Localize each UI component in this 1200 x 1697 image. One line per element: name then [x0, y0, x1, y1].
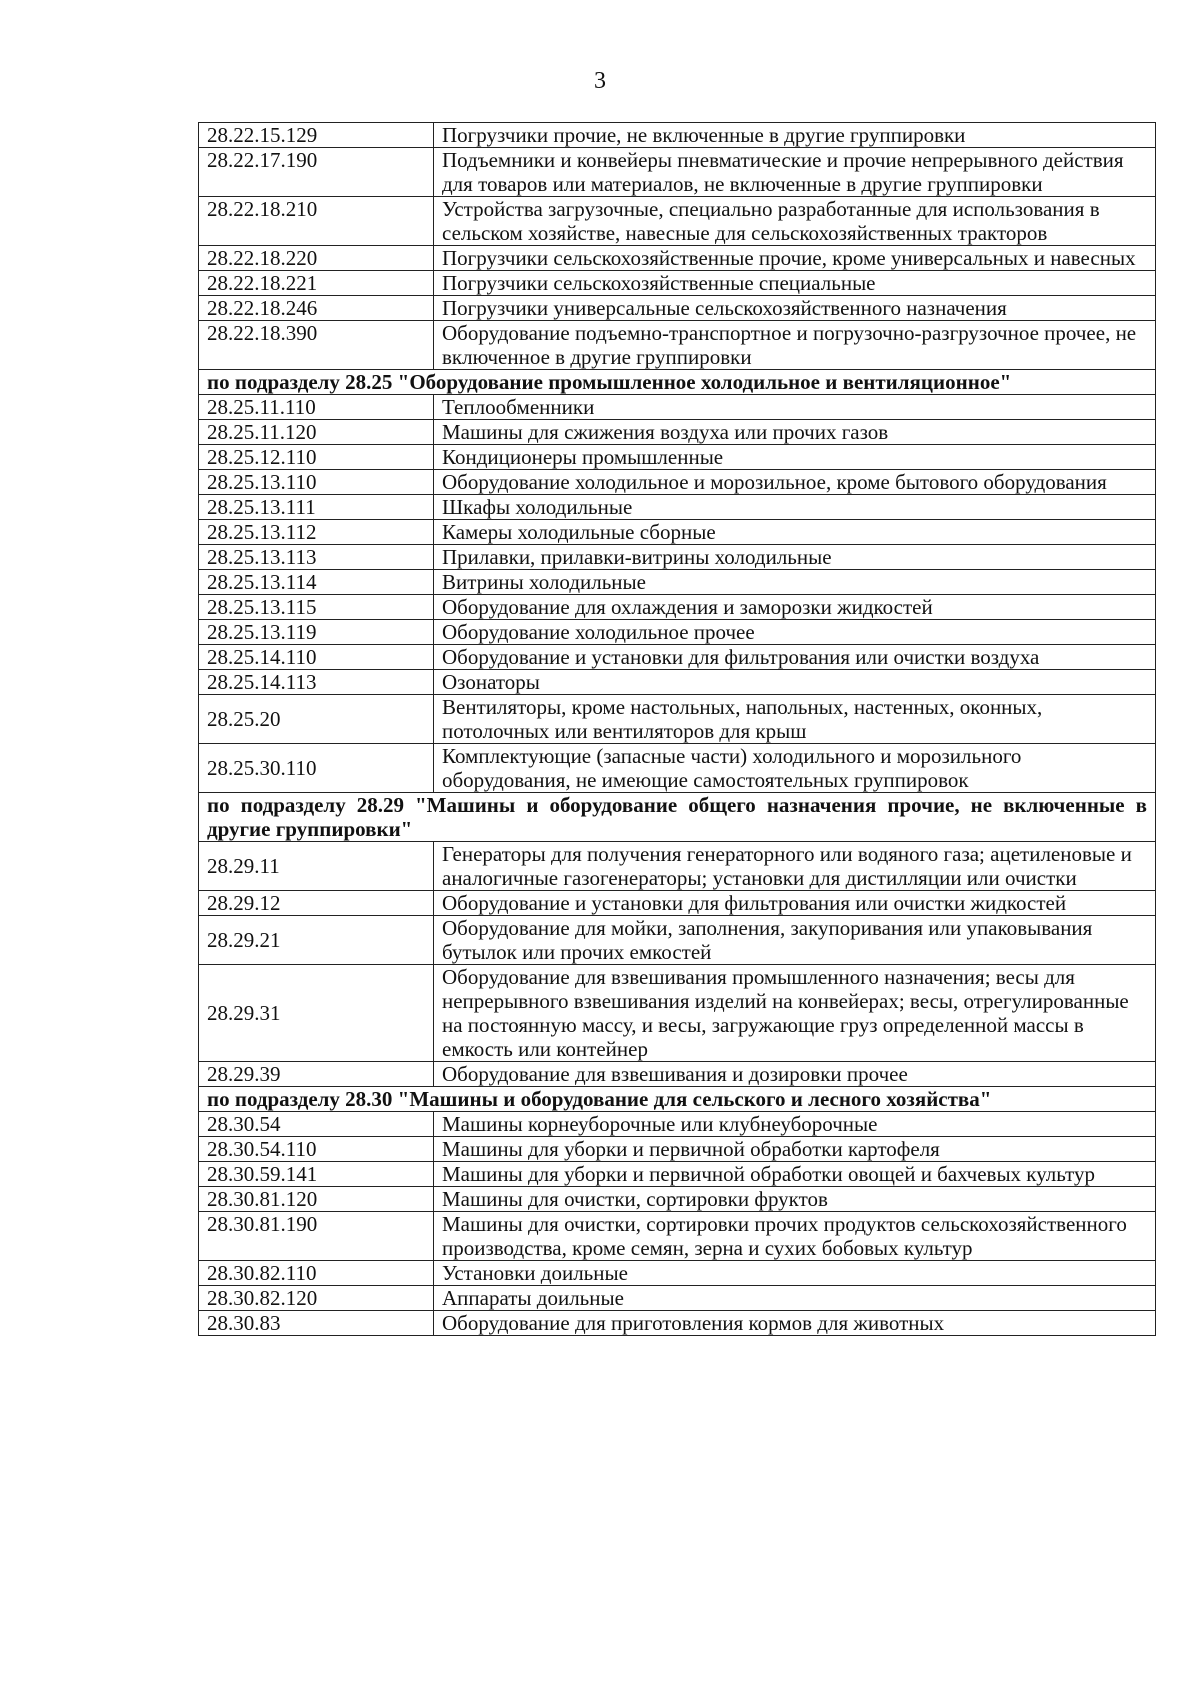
table-row: [199, 470, 1156, 495]
table-row: [199, 1261, 1156, 1286]
table-row: [199, 1187, 1156, 1212]
table-row: [199, 420, 1156, 445]
okpd-code-cell: 28.25.13.110: [199, 470, 434, 495]
okpd-code-cell: 28.25.13.114: [199, 570, 434, 595]
okpd-code-cell: 28.30.59.141: [199, 1162, 434, 1187]
description-cell: Оборудование для взвешивания промышленного назначения; весы для непрерывного взвешивания изделий на конвейерах; весы, отрегулированные на постоянную массу, и весы, загружающие груз определенной массы в емкость или контейнер: [434, 965, 1156, 1062]
description-cell: Машины для уборки и первичной обработки овощей и бахчевых культур: [434, 1162, 1156, 1187]
table-row: [199, 445, 1156, 470]
okpd-code-cell: 28.25.20: [199, 695, 434, 744]
table-row: [199, 1311, 1156, 1336]
section-header-row: [199, 793, 1156, 842]
okpd-code-cell: 28.22.18.220: [199, 246, 434, 271]
okpd-code-cell: 28.30.81.120: [199, 1187, 434, 1212]
table-row: [199, 545, 1156, 570]
description-cell: Оборудование и установки для фильтрования или очистки воздуха: [434, 645, 1156, 670]
description-cell: Погрузчики прочие, не включенные в другие группировки: [434, 123, 1156, 148]
table-row: [199, 321, 1156, 370]
okpd-code-cell: 28.29.12: [199, 891, 434, 916]
table-row: [199, 1062, 1156, 1087]
description-cell: Машины для очистки, сортировки прочих продуктов сельскохозяйственного производства, кроме семян, зерна и сухих бобовых культур: [434, 1212, 1156, 1261]
table-row: [199, 916, 1156, 965]
table-row: [199, 123, 1156, 148]
okpd-code-cell: 28.29.31: [199, 965, 434, 1062]
description-cell: Оборудование и установки для фильтрования или очистки жидкостей: [434, 891, 1156, 916]
table-row: [199, 495, 1156, 520]
table-row: [199, 197, 1156, 246]
table-row: [199, 271, 1156, 296]
description-cell: Теплообменники: [434, 395, 1156, 420]
description-cell: Оборудование для взвешивания и дозировки прочее: [434, 1062, 1156, 1087]
okpd-code-cell: 28.25.13.115: [199, 595, 434, 620]
table-row: [199, 891, 1156, 916]
description-cell: Кондиционеры промышленные: [434, 445, 1156, 470]
description-cell: Вентиляторы, кроме настольных, напольных, настенных, оконных, потолочных или вентиляторов для крыш: [434, 695, 1156, 744]
okpd-code-cell: 28.30.82.110: [199, 1261, 434, 1286]
description-cell: Оборудование подъемно-транспортное и погрузочно-разгрузочное прочее, не включенное в другие группировки: [434, 321, 1156, 370]
table-row: [199, 842, 1156, 891]
description-cell: Подъемники и конвейеры пневматические и прочие непрерывного действия для товаров или материалов, не включенные в другие группировки: [434, 148, 1156, 197]
description-cell: Погрузчики универсальные сельскохозяйственного назначения: [434, 296, 1156, 321]
okpd-code-cell: 28.25.30.110: [199, 744, 434, 793]
table-body: [199, 123, 1156, 1336]
table-row: [199, 744, 1156, 793]
okpd-code-cell: 28.25.13.112: [199, 520, 434, 545]
description-cell: Машины для очистки, сортировки фруктов: [434, 1187, 1156, 1212]
table-row: [199, 1112, 1156, 1137]
section-header-row: [199, 1087, 1156, 1112]
table-row: [199, 246, 1156, 271]
okpd-code-cell: 28.30.82.120: [199, 1286, 434, 1311]
okpd-code-cell: 28.30.54: [199, 1112, 434, 1137]
description-cell: Установки доильные: [434, 1261, 1156, 1286]
description-cell: Оборудование для охлаждения и заморозки жидкостей: [434, 595, 1156, 620]
table-row: [199, 965, 1156, 1062]
okpd-code-cell: 28.22.18.221: [199, 271, 434, 296]
section-header-text: по подразделу 28.29 "Машины и оборудование общего назначения прочие, не включенные в другие группировки": [199, 793, 1156, 842]
okpd-code-cell: 28.22.18.210: [199, 197, 434, 246]
table-row: [199, 645, 1156, 670]
table-row: [199, 1212, 1156, 1261]
description-cell: Устройства загрузочные, специально разработанные для использования в сельском хозяйстве, навесные для сельскохозяйственных тракторов: [434, 197, 1156, 246]
description-cell: Машины корнеуборочные или клубнеуборочные: [434, 1112, 1156, 1137]
table-row: [199, 296, 1156, 321]
okpd-code-cell: 28.29.11: [199, 842, 434, 891]
section-header-row: [199, 370, 1156, 395]
okpd-code-cell: 28.29.21: [199, 916, 434, 965]
description-cell: Аппараты доильные: [434, 1286, 1156, 1311]
table-row: [199, 620, 1156, 645]
okpd-code-cell: 28.30.83: [199, 1311, 434, 1336]
classification-table: [198, 122, 1156, 1336]
okpd-code-cell: 28.29.39: [199, 1062, 434, 1087]
table-row: [199, 520, 1156, 545]
okpd-code-cell: 28.25.14.113: [199, 670, 434, 695]
table-row: [199, 148, 1156, 197]
okpd-code-cell: 28.25.11.120: [199, 420, 434, 445]
description-cell: Комплектующие (запасные части) холодильного и морозильного оборудования, не имеющие самостоятельных группировок: [434, 744, 1156, 793]
description-cell: Оборудование для приготовления кормов для животных: [434, 1311, 1156, 1336]
okpd-code-cell: 28.22.17.190: [199, 148, 434, 197]
description-cell: Прилавки, прилавки-витрины холодильные: [434, 545, 1156, 570]
description-cell: Погрузчики сельскохозяйственные специальные: [434, 271, 1156, 296]
table-row: [199, 695, 1156, 744]
description-cell: Машины для сжижения воздуха или прочих газов: [434, 420, 1156, 445]
okpd-code-cell: 28.25.13.113: [199, 545, 434, 570]
okpd-code-cell: 28.25.13.111: [199, 495, 434, 520]
table-row: [199, 670, 1156, 695]
description-cell: Оборудование холодильное прочее: [434, 620, 1156, 645]
description-cell: Оборудование для мойки, заполнения, закупоривания или упаковывания бутылок или прочих емкостей: [434, 916, 1156, 965]
section-header-text: по подразделу 28.25 "Оборудование промышленное холодильное и вентиляционное": [199, 370, 1156, 395]
description-cell: Шкафы холодильные: [434, 495, 1156, 520]
section-header-text: по подразделу 28.30 "Машины и оборудование для сельского и лесного хозяйства": [199, 1087, 1156, 1112]
description-cell: Витрины холодильные: [434, 570, 1156, 595]
description-cell: Камеры холодильные сборные: [434, 520, 1156, 545]
table-row: [199, 570, 1156, 595]
table-row: [199, 1137, 1156, 1162]
description-cell: Озонаторы: [434, 670, 1156, 695]
description-cell: Генераторы для получения генераторного или водяного газа; ацетиленовые и аналогичные газогенераторы; установки для дистилляции или очистки: [434, 842, 1156, 891]
okpd-code-cell: 28.25.12.110: [199, 445, 434, 470]
table-row: [199, 1162, 1156, 1187]
okpd-code-cell: 28.25.13.119: [199, 620, 434, 645]
description-cell: Оборудование холодильное и морозильное, кроме бытового оборудования: [434, 470, 1156, 495]
page-number: 3: [594, 68, 606, 94]
okpd-code-cell: 28.25.11.110: [199, 395, 434, 420]
okpd-code-cell: 28.22.18.246: [199, 296, 434, 321]
okpd-code-cell: 28.30.54.110: [199, 1137, 434, 1162]
table-row: [199, 395, 1156, 420]
okpd-code-cell: 28.25.14.110: [199, 645, 434, 670]
table-row: [199, 595, 1156, 620]
description-cell: Погрузчики сельскохозяйственные прочие, кроме универсальных и навесных: [434, 246, 1156, 271]
table-row: [199, 1286, 1156, 1311]
okpd-code-cell: 28.22.18.390: [199, 321, 434, 370]
description-cell: Машины для уборки и первичной обработки картофеля: [434, 1137, 1156, 1162]
okpd-code-cell: 28.22.15.129: [199, 123, 434, 148]
okpd-code-cell: 28.30.81.190: [199, 1212, 434, 1261]
